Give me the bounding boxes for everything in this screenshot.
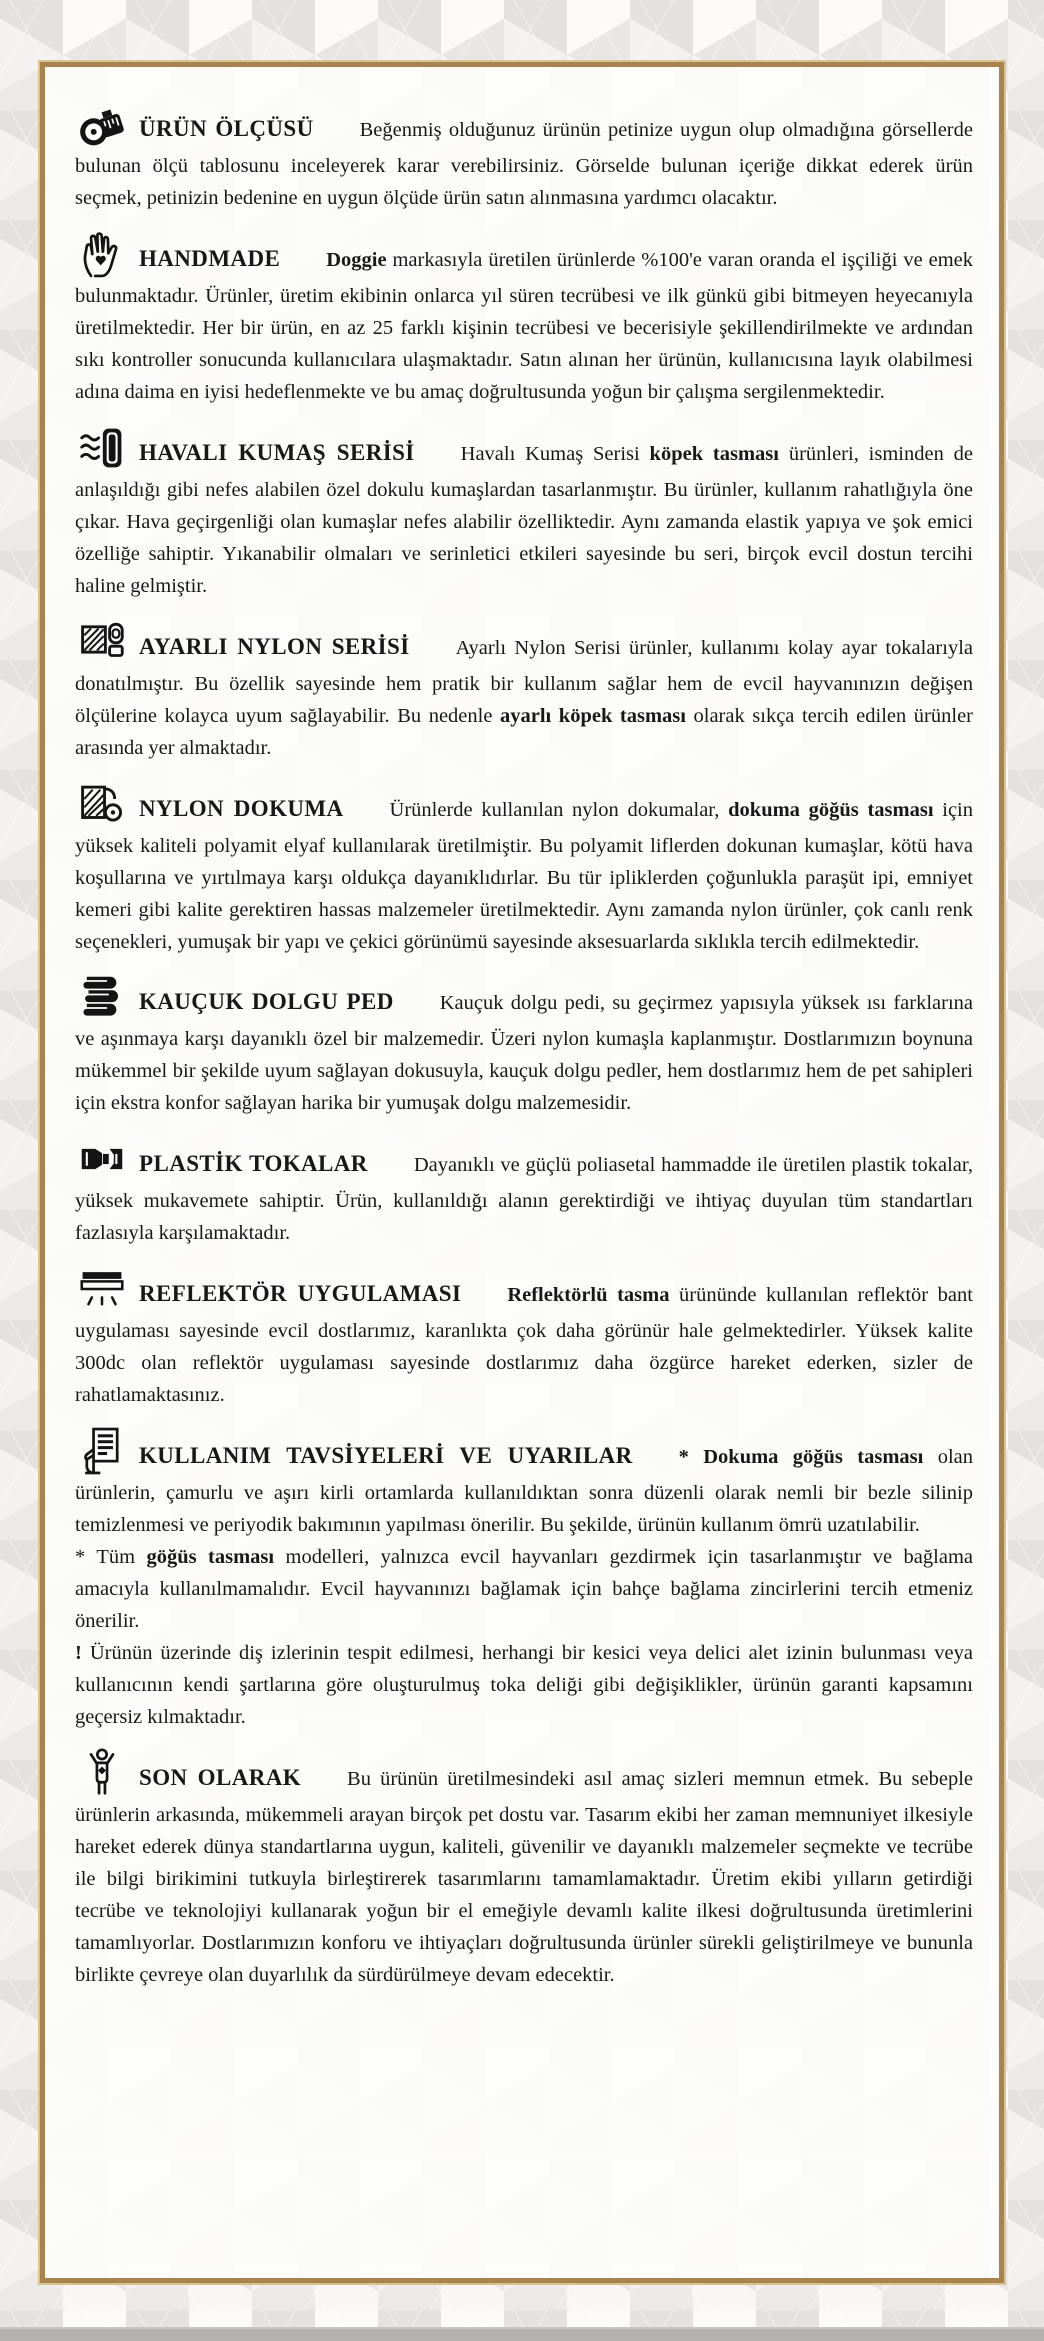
info-section bbox=[75, 970, 973, 1120]
text-segment: Dayanıklı ve güçlü poliasetal hammadde ile üretilen plastik tokalar, yüksek mukavemete sahiptir. Ürün, kullanıldığı alanın gerektirdiği ve ihtiyaç duyulan tüm standartları fazlasıyla karşılamaktadır. bbox=[75, 1154, 973, 1245]
text-segment: markasıyla üretilen ürünlerde %100'e varan oranda el işçiliği ve emek bulunmaktadır. Ürünler, üretim ekibinin onlarca yıl süren tecrübesi ve ilk günkü gibi bitmeyen heyecanıyla üretilmektedir. Her bir ürün, en az 25 farklı kişinin tecrübesi ve becerisiyle şekillendirilmekte ve ardından sıkı kontroller sonucunda kullanıcılara ulaşmaktadır. Satın alınan her ürünün, kullanıcısına layık olabilmesi adına daima en iyisi hedeflenmekte ve bu amaç doğrultusunda yoğun bir çalışma sergilenmektedir. bbox=[75, 248, 973, 403]
section-paragraph bbox=[75, 1638, 973, 1734]
section-heading: SON OLARAK bbox=[139, 1764, 302, 1790]
bold-text-segment: ! bbox=[75, 1642, 82, 1665]
info-section bbox=[75, 615, 973, 765]
section-heading: HAVALI KUMAŞ SERİSİ bbox=[139, 439, 415, 465]
info-section bbox=[75, 1262, 973, 1412]
plastic-buckle-icon bbox=[75, 1132, 129, 1186]
info-section bbox=[75, 97, 973, 215]
text-segment: * Tüm bbox=[75, 1546, 147, 1569]
section-paragraph bbox=[75, 970, 973, 1120]
bold-text-segment: * Dokuma göğüs tasması bbox=[678, 1446, 924, 1469]
section-heading: KULLANIM TAVSİYELERİ VE UYARILAR bbox=[139, 1443, 633, 1469]
info-section bbox=[75, 1746, 973, 1992]
text-segment: Beğenmiş olduğunuz ürünün petinize uygun olup olmadığına görsellerde bulunan ölçü tablosunu inceleyerek karar verebilirsiniz. Görselde bulunan içeriğe dikkat ederek ürün seçmek, petinizin bedenine en uygun ölçüde ürün satın alınmasına yardımcı olacaktır. bbox=[75, 119, 973, 209]
section-paragraph bbox=[75, 227, 973, 409]
gold-frame bbox=[38, 60, 1006, 2285]
text-segment: ürününde kullanılan reflektör bant uygulaması sayesinde evcil dostlarımız, karanlıkta çok daha görünür hale gelmektedirler. Yüksek kalite 300dc olan reflektör uygulaması sayesinde dostlarımız daha özgürce hareket ederken, sizler de rahatlamaktasınız. bbox=[75, 1284, 973, 1407]
cheering-person-icon bbox=[75, 1746, 129, 1800]
airy-fabric-icon bbox=[75, 421, 129, 475]
heading-body-gap bbox=[314, 135, 360, 136]
text-segment: Ürünün üzerinde diş izlerinin tespit edilmesi, herhangi bir kesici veya delici alet izinin bulunması veya kullanıcının kendi şartlarına göre oluşturulmuş toka deliği gibi değişiklikler, ürünün garanti kapsamını geçersiz kılmaktadır. bbox=[75, 1642, 973, 1728]
text-segment: Bu ürünün üretilmesindeki asıl amaç sizleri memnun etmek. Bu sebeple ürünlerin arkasında, mükemmeli arayan birçok pet dostu var. Tasarım ekibi her zaman memnuniyet ilkesiyle hareket ederek dünya standartlarına uygun, kaliteli, güvenilir ve dayanıklı malzemeler seçmekte ve tecrübe ile bilgi birikimini tutkuyla birleştirerek tasarımlarını tamamlamaktadır. Üretim ekibi yılların getirdiği tecrübe ve teknolojiyi kullanarak yoğun bir el emeğiyle devamlı kalite ilkesi doğrultusunda üretimlerini tamamlıyorlar. Dostlarımızın konforu ve ihtiyaçları doğrultusunda ürünler sürekli geliştirilmeye ve bununla birlikte çevreye olan duyarlılık da sürdürülmeye devam edecektir. bbox=[75, 1767, 973, 1986]
section-paragraph bbox=[75, 1424, 973, 1542]
bold-text-segment: göğüs tasması bbox=[146, 1546, 275, 1569]
section-paragraph bbox=[75, 97, 973, 215]
product-description-content bbox=[75, 97, 973, 1992]
rubber-pad-icon bbox=[75, 970, 129, 1024]
section-heading: ÜRÜN ÖLÇÜSÜ bbox=[139, 116, 314, 141]
nylon-weave-icon bbox=[75, 777, 129, 831]
text-segment: Ayarlı Nylon Serisi ürünler, kullanımı kolay ayar tokalarıyla donatılmıştır. Bu özellik sayesinde hem pratik bir kullanım sağlar hem de evcil hayvanınızın değişen ölçülerine kolayca uyum sağlayabilir. Bu nedenle bbox=[75, 636, 973, 727]
heading-body-gap bbox=[415, 459, 461, 460]
usage-advice-icon bbox=[75, 1424, 129, 1478]
section-heading: AYARLI NYLON SERİSİ bbox=[139, 633, 410, 659]
text-segment: ürünleri, isminden de anlaşıldığı gibi nefes alabilen özel dokulu kumaşlardan tasarlanmıştır. Bu ürünler, kullanım rahatlığıyla öne çıkar. Hava geçirgenliği olan kumaşlar nefes alabilir özelliktedir. Aynı zamanda elastik yapıya ve şok emici özelliğe sahiptir. Yıkanabilir olmaları ve serinletici etkileri sayesinde bu seri, birçok evcil dostun tercihi haline gelmiştir. bbox=[75, 442, 973, 597]
heading-body-gap bbox=[368, 1170, 414, 1171]
section-heading: NYLON DOKUMA bbox=[139, 795, 344, 821]
adjustable-buckle-icon bbox=[75, 615, 129, 669]
section-paragraph bbox=[75, 1262, 973, 1412]
section-paragraph bbox=[75, 1542, 973, 1638]
info-section bbox=[75, 1132, 973, 1250]
bold-text-segment: dokuma göğüs tasması bbox=[728, 798, 934, 821]
text-segment: olarak sıkça tercih edilen ürünler arasında yer almaktadır. bbox=[75, 704, 973, 759]
heading-body-gap bbox=[280, 265, 326, 266]
heading-body-gap bbox=[344, 815, 390, 816]
text-segment: modelleri, yalnızca evcil hayvanları gezdirmek için tasarlanmıştır ve bağlama amacıyla kullanılmamalıdır. Evcil hayvanınızı bağlamak için bahçe bağlama zincirlerini tercih etmeniz önerilir. bbox=[75, 1546, 973, 1633]
reflector-strip-icon bbox=[75, 1262, 129, 1316]
section-paragraph bbox=[75, 1746, 973, 1992]
handmade-heart-icon bbox=[75, 227, 129, 281]
bottom-band bbox=[0, 2327, 1044, 2341]
info-section bbox=[75, 227, 973, 409]
heading-body-gap bbox=[410, 653, 456, 654]
text-segment: olan ürünlerin, çamurlu ve aşırı kirli ortamlarda kullanıldıktan sonra düzenli olarak nemli bir bezle silinip temizlenmesi ve periyodik bakımının yapılması önerilir. Bu şekilde, ürünün kullanım ömrü uzatılabilir. bbox=[75, 1446, 974, 1537]
text-segment: Ürünlerde kullanılan nylon dokumalar, bbox=[389, 798, 729, 821]
info-section bbox=[75, 777, 973, 959]
info-section bbox=[75, 1424, 973, 1734]
section-heading: REFLEKTÖR UYGULAMASI bbox=[139, 1281, 462, 1307]
bold-text-segment: Reflektörlü tasma bbox=[507, 1284, 670, 1307]
section-paragraph bbox=[75, 421, 973, 603]
heading-body-gap bbox=[461, 1300, 507, 1301]
heading-body-gap bbox=[394, 1008, 440, 1009]
info-section bbox=[75, 421, 973, 603]
bold-text-segment: Doggie bbox=[326, 248, 387, 271]
text-segment: Havalı Kumaş Serisi bbox=[460, 442, 650, 465]
tape-measure-icon bbox=[75, 97, 129, 151]
text-segment: Kauçuk dolgu pedi, su geçirmez yapısıyla yüksek ısı farklarına ve aşınmaya karşı dayanıklı özel bir malzemedir. Üzeri nylon kumaşla kaplanmıştır. Dostlarımızın boynuna mükemmel bir şekilde uyum sağlayan dokusuyla, kauçuk dolgu pedler, hem dostlarımız hem de pet sahipleri için ekstra konfor sağlayan harika bir yumuşak dolgu malzemesidir. bbox=[75, 992, 973, 1115]
section-heading: HANDMADE bbox=[139, 245, 281, 271]
heading-body-gap bbox=[301, 1784, 347, 1785]
bold-text-segment: ayarlı köpek tasması bbox=[500, 704, 686, 727]
heading-body-gap bbox=[633, 1462, 679, 1463]
section-heading: KAUÇUK DOLGU PED bbox=[139, 989, 394, 1015]
section-heading: PLASTİK TOKALAR bbox=[139, 1151, 368, 1177]
bold-text-segment: köpek tasması bbox=[649, 442, 779, 465]
section-paragraph bbox=[75, 777, 973, 959]
gold-frame-inner bbox=[40, 62, 1004, 2283]
section-paragraph bbox=[75, 1132, 973, 1250]
section-paragraph bbox=[75, 615, 973, 765]
text-segment: için yüksek kaliteli polyamit elyaf kullanılarak üretilmiştir. Bu polyamit liflerden dokunan kumaşlar, kötü hava koşullarına ve yırtılmaya karşı oldukça dayanıklıdırlar. Bu tür ipliklerden çoğunlukla paraşüt ipi, emniyet kemeri gibi kalite gerektiren hassas malzemeler üretilmektedir. Aynı zamanda nylon ürünler, çok canlı renk seçenekleri, yumuşak bir yapı ve çekici görünümü sayesinde aksesuarlarda sıklıkla tercih edilmektedir. bbox=[75, 798, 974, 953]
